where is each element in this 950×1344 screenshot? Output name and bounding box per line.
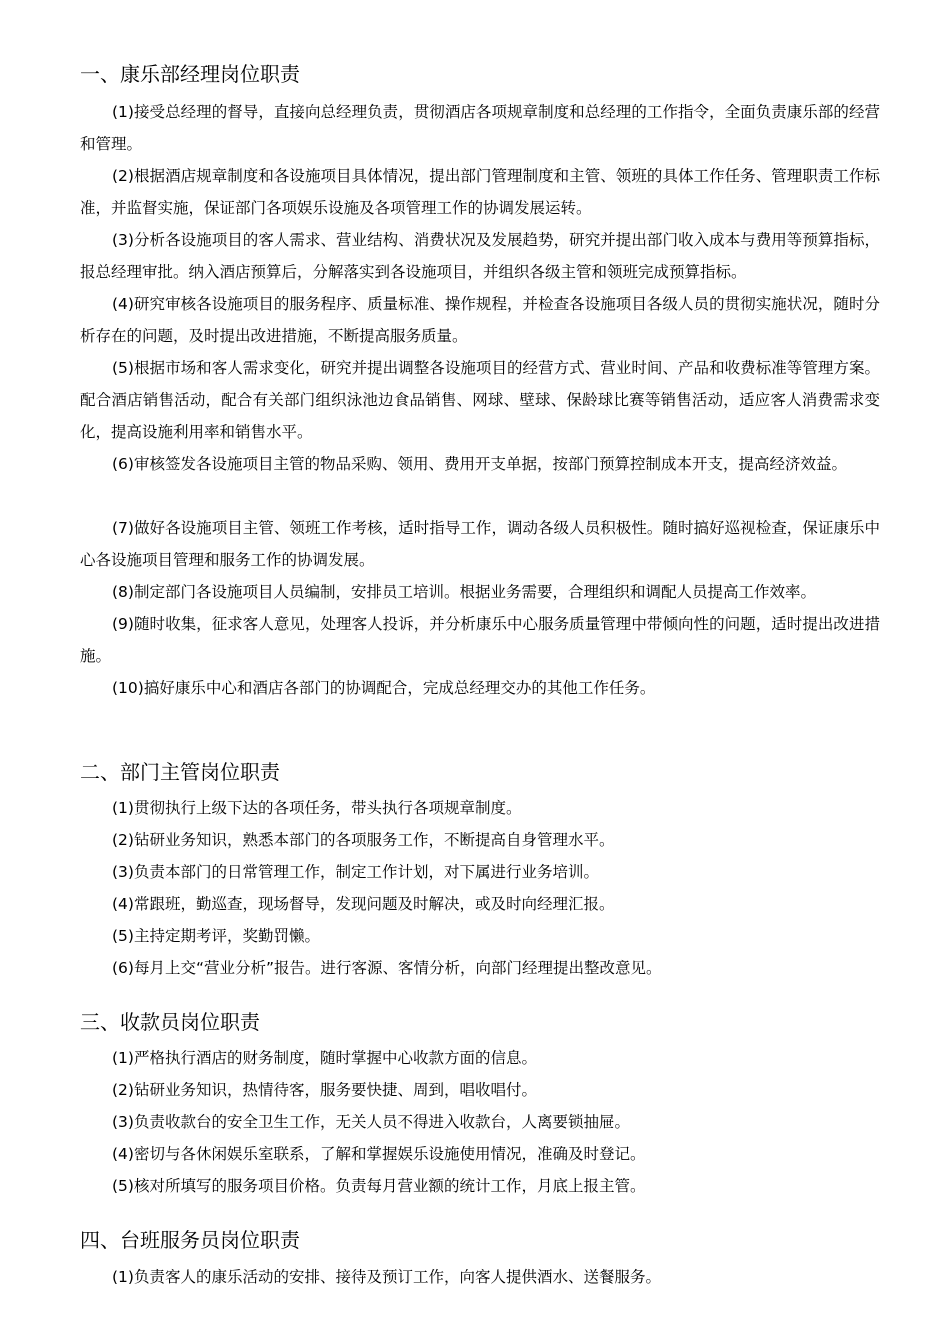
list-item: (2)钻研业务知识，熟悉本部门的各项服务工作，不断提高自身管理水平。 bbox=[112, 831, 615, 849]
paragraph: (6)审核签发各设施项目主管的物品采购、领用、费用开支单据，按部门预算控制成本开支，提高经济效益。 bbox=[112, 455, 847, 473]
paragraph: (1)接受总经理的督导，直接向总经理负责，贯彻酒店各项规章制度和总经理的工作指令，全面负责康乐部的经营和管理。 bbox=[80, 103, 880, 153]
paragraph: (3)分析各设施项目的客人需求、营业结构、消费状况及发展趋势，研究并提出部门收入成本与费用等预算指标，报总经理审批。纳入酒店预算后，分解落实到各设施项目，并组织各级主管和领班完成预算指标。 bbox=[80, 231, 880, 281]
paragraph: (10)搞好康乐中心和酒店各部门的协调配合，完成总经理交办的其他工作任务。 bbox=[112, 679, 656, 697]
section-title-manager: 一、康乐部经理岗位职责 bbox=[80, 62, 300, 86]
paragraph: (9)随时收集，征求客人意见，处理客人投诉，并分析康乐中心服务质量管理中带倾向性的问题，适时提出改进措施。 bbox=[80, 615, 880, 665]
list-item: (4)常跟班，勤巡查，现场督导，发现问题及时解决，或及时向经理汇报。 bbox=[112, 895, 615, 913]
list-item: (4)密切与各休闲娱乐室联系，了解和掌握娱乐设施使用情况，准确及时登记。 bbox=[112, 1145, 646, 1163]
list-item: (1)负责客人的康乐活动的安排、接待及预订工作，向客人提供酒水、送餐服务。 bbox=[112, 1268, 661, 1286]
paragraph: (7)做好各设施项目主管、领班工作考核，适时指导工作，调动各级人员积极性。随时搞好巡视检查，保证康乐中心各设施项目管理和服务工作的协调发展。 bbox=[80, 519, 880, 569]
list-item: (1)贯彻执行上级下达的各项任务，带头执行各项规章制度。 bbox=[112, 799, 522, 817]
list-item: (6)每月上交“营业分析”报告。进行客源、客情分析，向部门经理提出整改意见。 bbox=[112, 959, 662, 977]
list-item: (5)主持定期考评，奖勤罚懒。 bbox=[112, 927, 320, 945]
paragraph: (5)根据市场和客人需求变化，研究并提出调整各设施项目的经营方式、营业时间、产品和收费标准等管理方案。配合酒店销售活动，配合有关部门组织泳池边食品销售、网球、壁球、保龄球比赛等销售活动，适应客人消费需求变化，提高设施利用率和销售水平。 bbox=[80, 359, 880, 441]
list-item: (3)负责本部门的日常管理工作，制定工作计划，对下属进行业务培训。 bbox=[112, 863, 599, 881]
section-title-cashier: 三、收款员岗位职责 bbox=[80, 1010, 260, 1034]
paragraph: (4)研究审核各设施项目的服务程序、质量标准、操作规程，并检查各设施项目各级人员的贯彻实施状况，随时分析存在的问题，及时提出改进措施，不断提高服务质量。 bbox=[80, 295, 880, 345]
list-item: (1)严格执行酒店的财务制度，随时掌握中心收款方面的信息。 bbox=[112, 1049, 537, 1067]
section-title-supervisor: 二、部门主管岗位职责 bbox=[80, 760, 280, 784]
list-item: (3)负责收款台的安全卫生工作，无关人员不得进入收款台，人离要锁抽屉。 bbox=[112, 1113, 630, 1131]
list-item: (2)钻研业务知识，热情待客，服务要快捷、周到，唱收唱付。 bbox=[112, 1081, 537, 1099]
section-title-desk-attendant: 四、台班服务员岗位职责 bbox=[80, 1228, 300, 1252]
paragraph: (8)制定部门各设施项目人员编制，安排员工培训。根据业务需要，合理组织和调配人员提高工作效率。 bbox=[112, 583, 816, 601]
paragraph: (2)根据酒店规章制度和各设施项目具体情况，提出部门管理制度和主管、领班的具体工作任务、管理职责工作标准，并监督实施，保证部门各项娱乐设施及各项管理工作的协调发展运转。 bbox=[80, 167, 880, 217]
list-item: (5)核对所填写的服务项目价格。负责每月营业额的统计工作，月底上报主管。 bbox=[112, 1177, 646, 1195]
